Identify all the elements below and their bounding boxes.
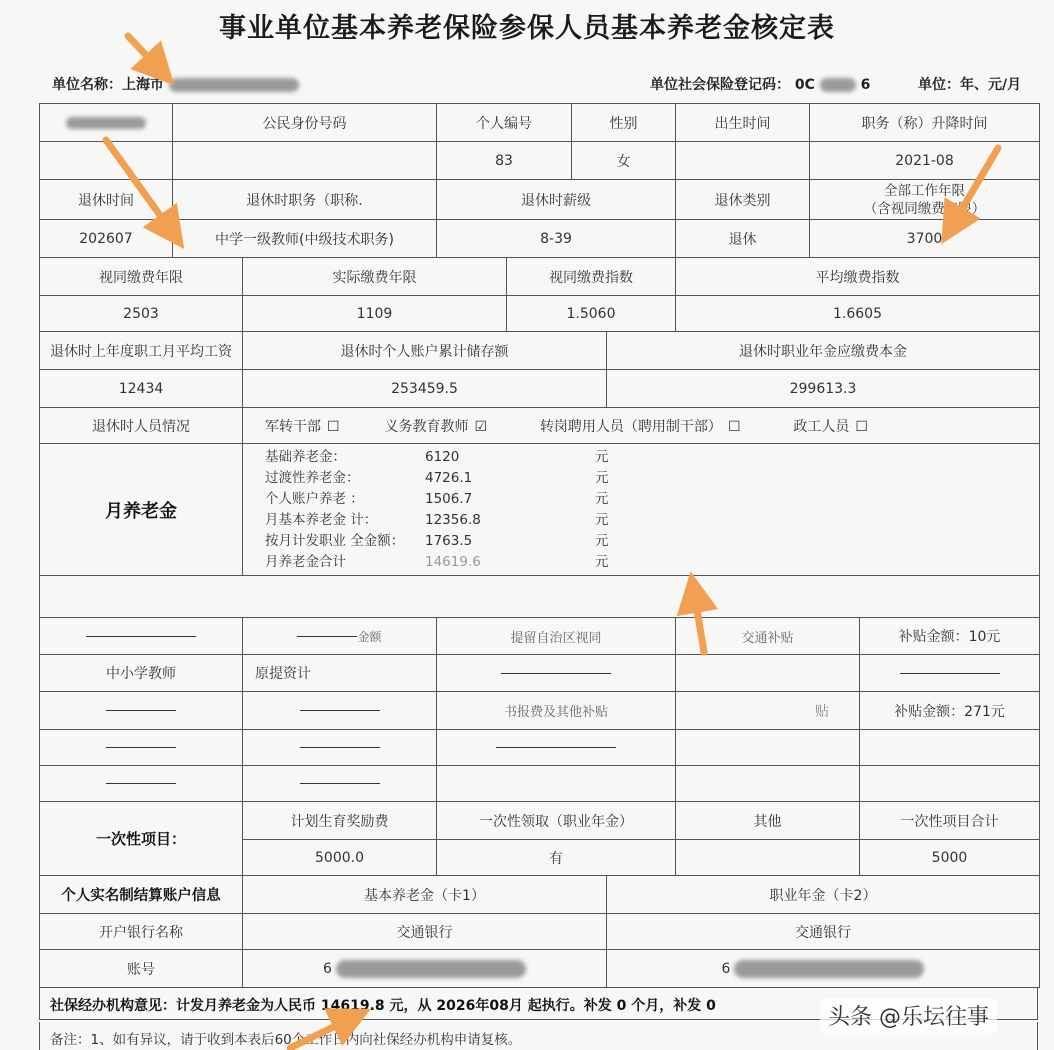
row-subsidy-2 <box>40 655 1040 692</box>
row-blank <box>40 576 1040 618</box>
reg-no-suffix: 6 <box>860 77 871 93</box>
row-bank <box>40 914 1040 950</box>
retire-type-header: 退休类别 <box>676 180 810 220</box>
dash-line <box>297 636 357 637</box>
deemed-index-value: 1.5060 <box>507 296 676 332</box>
retire-post-value: 中学一级教师(中级技术职务) <box>173 220 437 258</box>
subsidy-r3c2 <box>243 692 437 730</box>
registration-code <box>650 74 870 94</box>
id-header: 公民身份号码 <box>173 104 437 142</box>
onetime-c3-value <box>676 840 860 876</box>
row-payment-values <box>40 296 1040 332</box>
row-basic-values <box>40 142 1040 180</box>
row-account-no <box>40 950 1040 988</box>
monthly-item-unit: 元 <box>595 490 609 507</box>
monthly-item-value: 14619.6 <box>425 553 481 570</box>
checkbox-compulsory-teacher[interactable]: ☑ <box>474 418 488 435</box>
dash-line <box>106 710 176 711</box>
account-no-2-prefix: 6 <box>721 960 731 977</box>
name-header <box>40 104 173 142</box>
option-political-worker: 政工人员 <box>793 418 850 435</box>
account-no-1 <box>243 950 607 988</box>
row-wage-values <box>40 370 1040 408</box>
deemed-years-header: 视同缴费年限 <box>40 258 243 296</box>
checkbox-political-worker[interactable]: ☐ <box>855 418 868 435</box>
subsidy-r5c2 <box>243 766 437 802</box>
monthly-item-label: 月养老金合计 <box>265 553 346 570</box>
subsidy-r4c4 <box>676 730 860 766</box>
personal-no-value: 83 <box>437 142 572 180</box>
row-monthly-pension <box>40 444 1040 576</box>
onetime-c4-value: 5000 <box>860 840 1040 876</box>
name-value <box>40 142 173 180</box>
annuity-header: 退休时职业年金应缴费本金 <box>607 332 1040 370</box>
status-header: 退休时人员情况 <box>40 408 243 444</box>
monthly-item-unit: 元 <box>595 553 609 570</box>
subsidy-r5c4 <box>676 766 860 802</box>
monthly-item-label: 基础养老金： <box>265 448 346 465</box>
subsidy-r1c3: 提留自治区视同 <box>437 618 676 655</box>
option-transfer-hire: 转岗聘用人员（聘用制干部） <box>539 418 722 435</box>
personal-no-header: 个人编号 <box>437 104 572 142</box>
checkbox-transfer-hire[interactable]: ☐ <box>727 418 741 435</box>
monthly-item-unit: 元 <box>595 448 609 465</box>
account-no-2 <box>607 950 1040 988</box>
row-retire-values <box>40 220 1040 258</box>
onetime-c1-value: 5000.0 <box>243 840 437 876</box>
subsidy-r1c2 <box>243 618 437 655</box>
option-military-transfer: 军转干部 <box>265 418 321 435</box>
account-header: 退休时个人账户累计储存额 <box>243 332 607 370</box>
dash-line <box>501 673 611 674</box>
dash-line <box>300 783 380 784</box>
monthly-item-unit: 元 <box>595 532 609 549</box>
row-wage-headers <box>40 332 1040 370</box>
monthly-pension-breakdown <box>243 444 1040 576</box>
onetime-c1-header: 计划生育奖励费 <box>243 802 437 840</box>
checkbox-military-transfer[interactable]: ☐ <box>327 418 340 435</box>
promotion-header: 职务（称）升降时间 <box>810 104 1040 142</box>
subsidy-r1c5: 补贴金额：10元 <box>860 618 1040 655</box>
row-subsidy-3 <box>40 692 1040 730</box>
row-onetime-headers <box>40 802 1040 840</box>
monthly-item-value: 1763.5 <box>425 532 473 549</box>
retire-salary-value: 8-39 <box>437 220 676 258</box>
dash-line <box>300 747 380 748</box>
monthly-item-label: 过渡性养老金： <box>265 469 360 486</box>
total-years-label-line2: （含视同缴费年限） <box>863 200 986 217</box>
remarks: 备注：1、如有异议，请于收到本表后60个工作日内向社保经办机构申请复核。 <box>39 1022 1038 1050</box>
promotion-value: 2021-08 <box>810 142 1040 180</box>
subsidy-r5c5 <box>860 766 1040 802</box>
redacted-reg-no <box>820 78 856 92</box>
row-retire-headers <box>40 180 1040 220</box>
row-account-headers <box>40 876 1040 914</box>
subsidy-r5c1 <box>40 766 243 802</box>
row-subsidy-1 <box>40 618 1040 655</box>
subsidy-r4c2 <box>243 730 437 766</box>
monthly-item-label: 月基本养老金 计： <box>265 511 378 528</box>
row-payment-headers <box>40 258 1040 296</box>
blank-cell <box>40 576 1040 618</box>
monthly-item-value: 1506.7 <box>425 490 473 507</box>
subsidy-r1c2-tail: 金额 <box>357 629 382 644</box>
row-basic-headers <box>40 104 1040 142</box>
subsidy-r5c3 <box>437 766 676 802</box>
monthly-item-label: 个人账户养老 ： <box>265 490 364 507</box>
retire-time-value: 202607 <box>40 220 173 258</box>
redacted-account-1 <box>336 960 526 978</box>
card2-header: 职业年金（卡2） <box>607 876 1040 914</box>
id-value <box>173 142 437 180</box>
subsidy-r3c1 <box>40 692 243 730</box>
gender-header: 性别 <box>572 104 676 142</box>
subsidy-r2c3 <box>437 655 676 692</box>
onetime-c3-header: 其他 <box>676 802 860 840</box>
monthly-pension-label: 月养老金 <box>40 444 243 576</box>
retire-time-header: 退休时间 <box>40 180 173 220</box>
agency-opinion: 社保经办机构意见：计发月养老金为人民币 14619.8 元，从 2026年08月 起执行。补发 0 个月，补发 0 <box>39 988 1038 1020</box>
subsidy-r3c3: 书报费及其他补贴 <box>437 692 676 730</box>
redacted-account-2 <box>734 960 924 978</box>
monthly-item-unit: 元 <box>595 511 609 528</box>
bank-label: 开户银行名称 <box>40 914 243 950</box>
dash-line <box>86 636 196 637</box>
monthly-item-value: 4726.1 <box>425 469 473 486</box>
subsidy-r2c4 <box>676 655 860 692</box>
bank2-value: 交通银行 <box>607 914 1040 950</box>
deemed-index-header: 视同缴费指数 <box>507 258 676 296</box>
account-no-1-prefix: 6 <box>323 960 332 977</box>
watermark: 头条 @乐坛往事 <box>820 998 997 1033</box>
account-value: 253459.5 <box>243 370 607 408</box>
subsidy-r4c5 <box>860 730 1040 766</box>
avg-wage-header: 退休时上年度职工月平均工资 <box>40 332 243 370</box>
unit-name <box>52 74 299 94</box>
subsidy-r4c1 <box>40 730 243 766</box>
subsidy-r1c1 <box>40 618 243 655</box>
avg-index-header: 平均缴费指数 <box>676 258 1040 296</box>
unit-label: 单位：年、元/月 <box>918 77 1022 93</box>
row-subsidy-5 <box>40 766 1040 802</box>
subsidy-r2c2: 原提资计 <box>243 655 437 692</box>
gender-value: 女 <box>572 142 676 180</box>
monthly-item-value: 12356.8 <box>425 511 481 528</box>
dash-line <box>106 747 176 748</box>
bank1-value: 交通银行 <box>243 914 607 950</box>
account-info-label: 个人实名制结算账户信息 <box>40 876 243 914</box>
onetime-c4-header: 一次性项目合计 <box>860 802 1040 840</box>
onetime-label: 一次性项目： <box>40 802 243 876</box>
actual-years-value: 1109 <box>243 296 507 332</box>
card1-header: 基本养老金（卡1） <box>243 876 607 914</box>
deemed-years-value: 2503 <box>40 296 243 332</box>
birth-value <box>676 142 810 180</box>
pension-table <box>39 103 1040 988</box>
dash-line <box>496 747 616 748</box>
row-status <box>40 408 1040 444</box>
retire-salary-header: 退休时薪级 <box>437 180 676 220</box>
subsidy-r3c4: 贴 <box>676 692 860 730</box>
total-years-label-line1: 全部工作年限 <box>884 182 965 199</box>
retire-type-value: 退休 <box>676 220 810 258</box>
subsidy-r4c3 <box>437 730 676 766</box>
unit-name-label: 单位名称：上海市 <box>52 77 164 93</box>
dash-line <box>106 783 176 784</box>
retire-post-header: 退休时职务（职称. <box>173 180 437 220</box>
monthly-item-label: 按月计发职业 全金额： <box>265 532 405 549</box>
option-compulsory-teacher: 义务教育教师 <box>384 418 469 435</box>
status-options <box>243 408 1040 444</box>
monthly-item-value: 6120 <box>425 448 460 465</box>
redacted-name-label <box>66 117 146 129</box>
monthly-list <box>265 447 1035 573</box>
monthly-item-unit: 元 <box>595 469 609 486</box>
subsidy-r2c5 <box>860 655 1040 692</box>
actual-years-header: 实际缴费年限 <box>243 258 507 296</box>
redacted-unit-name <box>169 78 299 92</box>
total-years-value: 3700 <box>810 220 1040 258</box>
dash-line <box>300 710 380 711</box>
dash-line <box>900 673 1000 674</box>
account-no-label: 账号 <box>40 950 243 988</box>
onetime-c2-header: 一次性领取（职业年金） <box>437 802 676 840</box>
subsidy-r1c4: 交通补贴 <box>676 618 860 655</box>
avg-wage-value: 12434 <box>40 370 243 408</box>
form-title: 事业单位基本养老保险参保人员基本养老金核定表 <box>219 13 835 44</box>
annuity-value: 299613.3 <box>607 370 1040 408</box>
subsidy-r3c5: 补贴金额：271元 <box>860 692 1040 730</box>
reg-no-label: 单位社会保险登记码： <box>650 77 790 93</box>
subsidy-r2c1: 中小学教师 <box>40 655 243 692</box>
onetime-c2-value: 有 <box>437 840 676 876</box>
birth-header: 出生时间 <box>676 104 810 142</box>
total-years-header <box>810 180 1040 220</box>
reg-no-prefix: 0C <box>794 77 815 93</box>
row-subsidy-4 <box>40 730 1040 766</box>
avg-index-value: 1.6605 <box>676 296 1040 332</box>
